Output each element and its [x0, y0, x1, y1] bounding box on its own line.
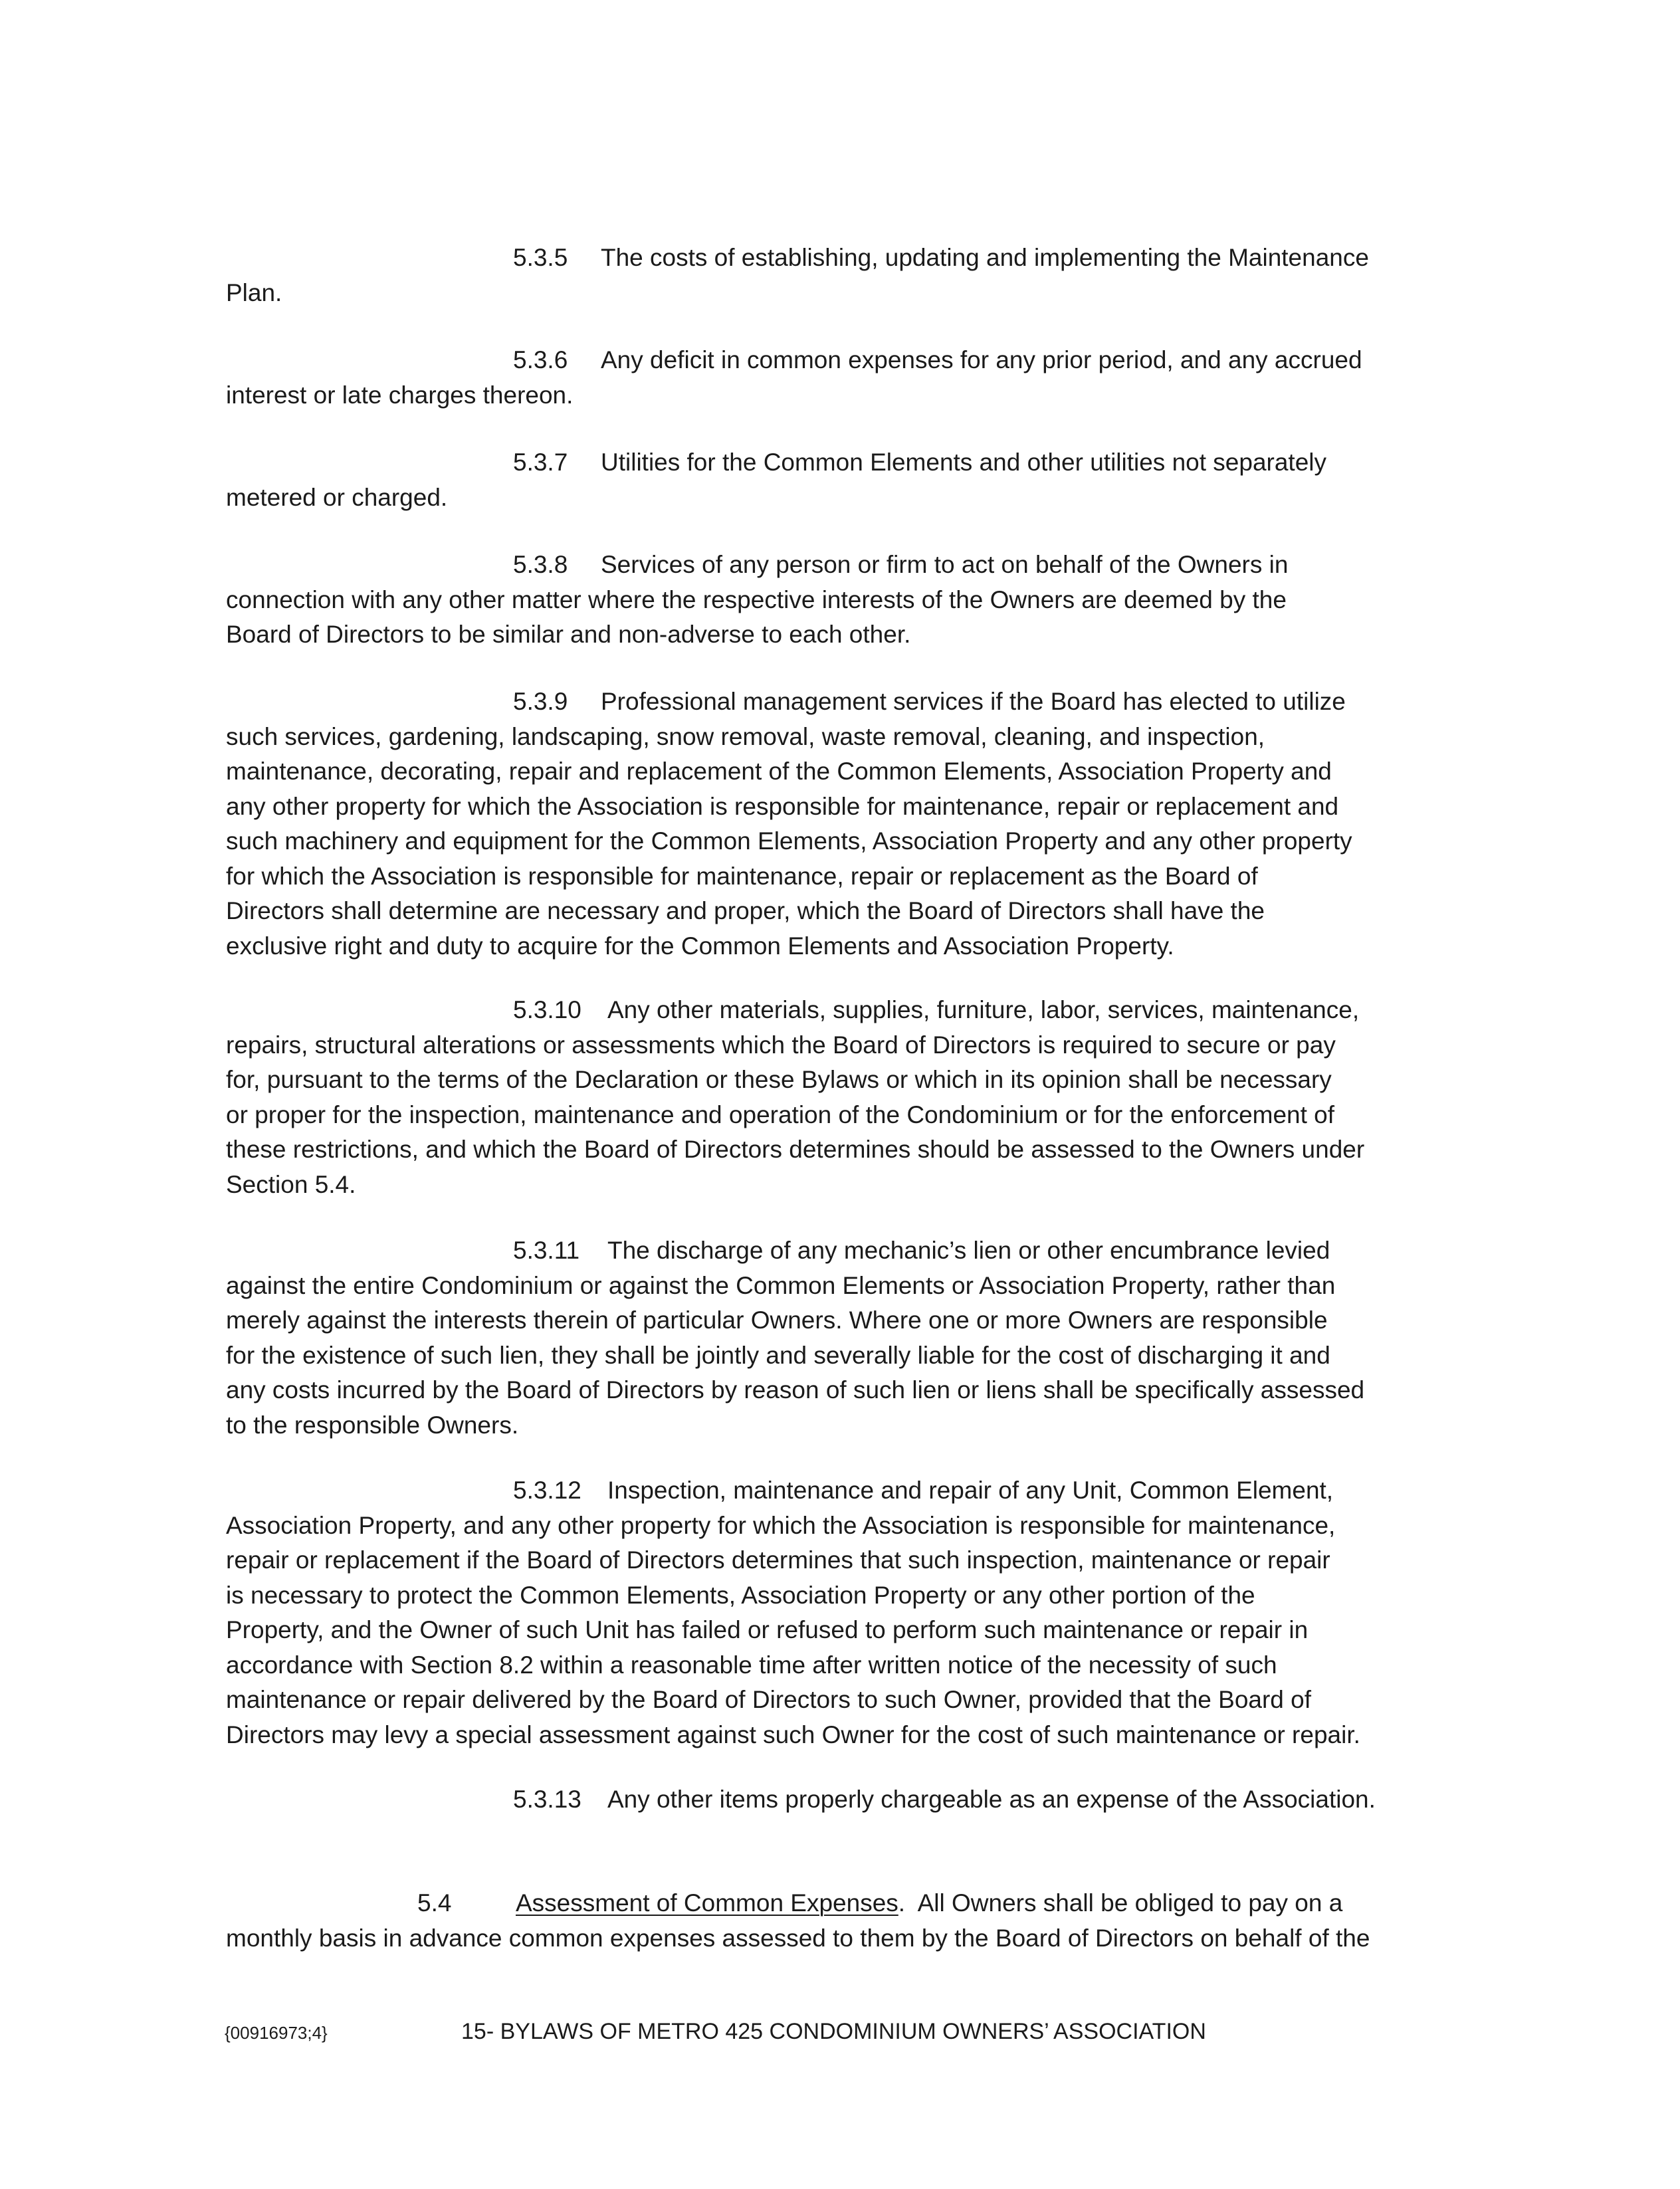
- section-number: 5.4: [417, 1889, 452, 1917]
- paragraph-line: interest or late charges thereon.: [226, 381, 574, 409]
- paragraph-5-3-11: [226, 1233, 1475, 1443]
- section-5-4: [226, 1886, 1475, 1956]
- paragraph-number: 5.3.13: [513, 1786, 581, 1813]
- paragraph-5-3-12: [226, 1473, 1475, 1752]
- paragraph-line: Property, and the Owner of such Unit has failed or refused to perform such maintenance or repair in: [226, 1616, 1309, 1643]
- paragraph-number: 5.3.12: [513, 1477, 581, 1504]
- page-number: 15: [461, 2019, 486, 2044]
- paragraph-line: monthly basis in advance common expenses assessed to them by the Board of Directors on behalf of the: [226, 1924, 1370, 1952]
- paragraph-line: repairs, structural alterations or assessments which the Board of Directors is required to secure or pay: [226, 1031, 1336, 1059]
- section-heading: Assessment of Common Expenses: [516, 1889, 898, 1917]
- paragraph-line: maintenance, decorating, repair and replacement of the Common Elements, Association Property and: [226, 758, 1332, 785]
- paragraph-line: or proper for the inspection, maintenance and operation of the Condominium or for the enforcement of: [226, 1100, 1335, 1128]
- paragraph-first-line: Services of any person or firm to act on behalf of the Owners in: [601, 551, 1289, 578]
- document-id: {00916973;4}: [225, 2023, 328, 2043]
- paragraph-number: 5.3.10: [513, 996, 581, 1023]
- paragraph-line: any other property for which the Association is responsible for maintenance, repair or replacement and: [226, 792, 1339, 820]
- paragraph-line: to the responsible Owners.: [226, 1411, 519, 1439]
- paragraph-line: merely against the interests therein of particular Owners. Where one or more Owners are responsible: [226, 1306, 1328, 1334]
- paragraph-line: for, pursuant to the terms of the Declaration or these Bylaws or which in its opinion shall be necessary: [226, 1066, 1332, 1093]
- section-first-line: All Owners shall be obliged to pay on a: [917, 1889, 1343, 1917]
- paragraph-first-line: The costs of establishing, updating and implementing the Maintenance: [601, 244, 1369, 271]
- paragraph-line: against the entire Condominium or against the Common Elements or Association Property, rather than: [226, 1271, 1336, 1299]
- paragraph-first-line: Any other items properly chargeable as an expense of the Association.: [607, 1786, 1376, 1813]
- paragraph-line: Section 5.4.: [226, 1170, 356, 1198]
- paragraph-5-3-7: [226, 445, 1475, 515]
- paragraph-line: such machinery and equipment for the Common Elements, Association Property and any other property: [226, 827, 1352, 855]
- paragraph-first-line: The discharge of any mechanic’s lien or other encumbrance levied: [607, 1237, 1330, 1264]
- footer-title: - BYLAWS OF METRO 425 CONDOMINIUM OWNERS’ ASSOCIATION: [486, 2019, 1206, 2044]
- paragraph-first-line: Any deficit in common expenses for any prior period, and any accrued: [601, 346, 1362, 373]
- paragraph-line: exclusive right and duty to acquire for the Common Elements and Association Property.: [226, 932, 1174, 960]
- paragraph-line: is necessary to protect the Common Elements, Association Property or any other portion of the: [226, 1581, 1255, 1609]
- paragraph-line: Directors may levy a special assessment against such Owner for the cost of such maintenance or repair.: [226, 1720, 1360, 1748]
- paragraph-number: 5.3.6: [513, 346, 568, 373]
- paragraph-number: 5.3.11: [513, 1237, 580, 1264]
- page-footer: [225, 2016, 1474, 2048]
- paragraph-line: connection with any other matter where the respective interests of the Owners are deemed by the: [226, 585, 1287, 613]
- paragraph-line: repair or replacement if the Board of Directors determines that such inspection, maintenance or repair: [226, 1546, 1330, 1574]
- paragraph-first-line: Inspection, maintenance and repair of any Unit, Common Element,: [607, 1477, 1334, 1504]
- paragraph-first-line: Any other materials, supplies, furniture, labor, services, maintenance,: [607, 996, 1360, 1023]
- paragraph-line: these restrictions, and which the Board of Directors determines should be assessed to the Owners under: [226, 1136, 1365, 1163]
- paragraph-line: such services, gardening, landscaping, snow removal, waste removal, cleaning, and inspection,: [226, 722, 1265, 750]
- paragraph-line: any costs incurred by the Board of Directors by reason of such lien or liens shall be specifically assessed: [226, 1376, 1365, 1404]
- paragraph-5-3-9: [226, 684, 1475, 964]
- paragraph-5-3-6: [226, 343, 1475, 413]
- paragraph-line: Association Property, and any other property for which the Association is responsible for maintenance,: [226, 1511, 1336, 1539]
- paragraph-5-3-8: [226, 548, 1475, 653]
- paragraph-5-3-10: [226, 993, 1475, 1202]
- paragraph-number: 5.3.7: [513, 449, 568, 476]
- paragraph-line: metered or charged.: [226, 483, 448, 511]
- paragraph-line: maintenance or repair delivered by the Board of Directors to such Owner, provided that the Board of: [226, 1686, 1312, 1713]
- paragraph-first-line: Professional management services if the Board has elected to utilize: [601, 688, 1346, 715]
- paragraph-line: Directors shall determine are necessary and proper, which the Board of Directors shall have the: [226, 897, 1265, 924]
- paragraph-5-3-13: [226, 1782, 1475, 1818]
- section-heading-punct: .: [898, 1889, 906, 1917]
- paragraph-number: 5.3.5: [513, 244, 568, 271]
- paragraph-line: for which the Association is responsible for maintenance, repair or replacement as the Board of: [226, 862, 1258, 890]
- paragraph-line: Plan.: [226, 278, 282, 306]
- paragraph-number: 5.3.9: [513, 688, 568, 715]
- paragraph-line: for the existence of such lien, they shall be jointly and severally liable for the cost of discharging it and: [226, 1341, 1330, 1369]
- paragraph-line: accordance with Section 8.2 within a reasonable time after written notice of the necessity of such: [226, 1651, 1277, 1679]
- paragraph-number: 5.3.8: [513, 551, 568, 578]
- paragraph-5-3-5: [226, 241, 1475, 310]
- paragraph-line: Board of Directors to be similar and non-adverse to each other.: [226, 621, 911, 648]
- paragraph-first-line: Utilities for the Common Elements and other utilities not separately: [601, 449, 1327, 476]
